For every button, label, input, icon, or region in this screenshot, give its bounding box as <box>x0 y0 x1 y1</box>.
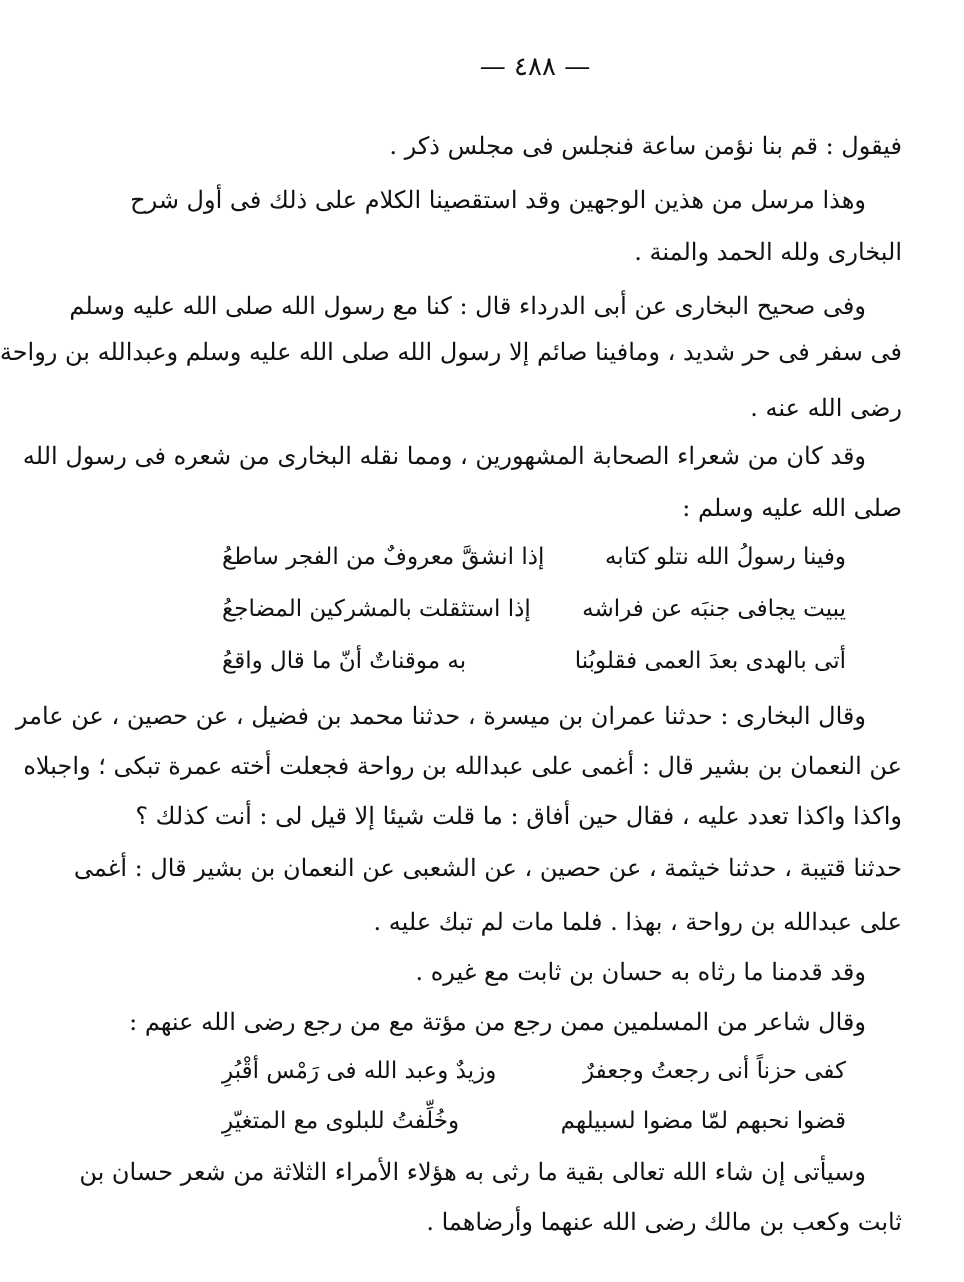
text-line: فيقول : قم بنا نؤمن ساعة فنجلس فى مجلس ذكر . <box>389 132 902 160</box>
text-line: ثابت وكعب بن مالك رضى الله عنهما وأرضاهما . <box>426 1208 902 1236</box>
poem-verse <box>222 1102 846 1140</box>
verse-second-hemistich: وخُلِّفتُ للبلوى مع المتغيّرِ <box>222 1108 460 1134</box>
text-line: فى سفر فى حر شديد ، ومافينا صائم إلا رسول الله صلى الله عليه وسلم وعبدالله بن رواحة <box>0 338 902 366</box>
text-line: صلى الله عليه وسلم : <box>682 494 902 522</box>
text-line: على عبدالله بن رواحة ، بهذا . فلما مات لم تبك عليه . <box>373 908 902 936</box>
poem-verse <box>222 590 846 628</box>
verse-second-hemistich: به موقناتٌ أنّ ما قال واقعُ <box>222 648 467 674</box>
verse-first-hemistich: كفى حزناً أنى رجعتُ وجعفرٌ <box>582 1058 846 1084</box>
verse-first-hemistich: يبيت يجافى جنبَه عن فراشه <box>582 596 846 622</box>
verse-second-hemistich: إذا انشقَّ معروفٌ من الفجر ساطعُ <box>222 544 545 570</box>
verse-second-hemistich: وزيدٌ وعبد الله فى رَمْس أقْبُرِ <box>222 1058 497 1084</box>
poem-verse <box>222 642 846 680</box>
verse-first-hemistich: وفينا رسولُ الله نتلو كتابه <box>604 544 846 570</box>
page-number: — ٤٨٨ — <box>479 52 591 82</box>
text-line: عن النعمان بن بشير قال : أغمى على عبدالله بن رواحة فجعلت أخته عمرة تبكى ؛ واجبلاه <box>23 752 902 780</box>
text-line: حدثنا قتيبة ، حدثنا خيثمة ، عن حصين ، عن الشعبى عن النعمان بن بشير قال : أغمى <box>73 854 902 882</box>
text-line: وقد كان من شعراء الصحابة المشهورين ، ومما نقله البخارى من شعره فى رسول الله <box>22 442 866 470</box>
text-line: البخارى ولله الحمد والمنة . <box>634 238 902 266</box>
text-line: وقال شاعر من المسلمين ممن رجع من مؤتة مع من رجع رضى الله عنهم : <box>129 1008 866 1036</box>
verse-second-hemistich: إذا استثقلت بالمشركين المضاجعُ <box>222 596 531 622</box>
poem-verse <box>222 1052 846 1090</box>
verse-first-hemistich: أتى بالهدى بعدَ العمى فقلوبُنا <box>574 648 846 674</box>
text-line: وقد قدمنا ما رثاه به حسان بن ثابت مع غيره . <box>415 958 866 986</box>
text-line: وفى صحيح البخارى عن أبى الدرداء قال : كنا مع رسول الله صلى الله عليه وسلم <box>69 292 866 320</box>
text-line: واكذا واكذا تعدد عليه ، فقال حين أفاق : ما قلت شيئا إلا قيل لى : أنت كذلك ؟ <box>135 802 902 830</box>
text-line: وقال البخارى : حدثنا عمران بن ميسرة ، حدثنا محمد بن فضيل ، عن حصين ، عن عامر <box>15 702 866 730</box>
poem-verse <box>222 538 846 576</box>
verse-first-hemistich: قضوا نحبهم لمّا مضوا لسبيلهم <box>560 1108 846 1134</box>
text-line: وسيأتى إن شاء الله تعالى بقية ما رثى به هؤلاء الأمراء الثلاثة من شعر حسان بن <box>79 1158 866 1186</box>
text-line: رضى الله عنه . <box>750 394 902 422</box>
text-line: وهذا مرسل من هذين الوجهين وقد استقصينا الكلام على ذلك فى أول شرح <box>130 186 866 214</box>
